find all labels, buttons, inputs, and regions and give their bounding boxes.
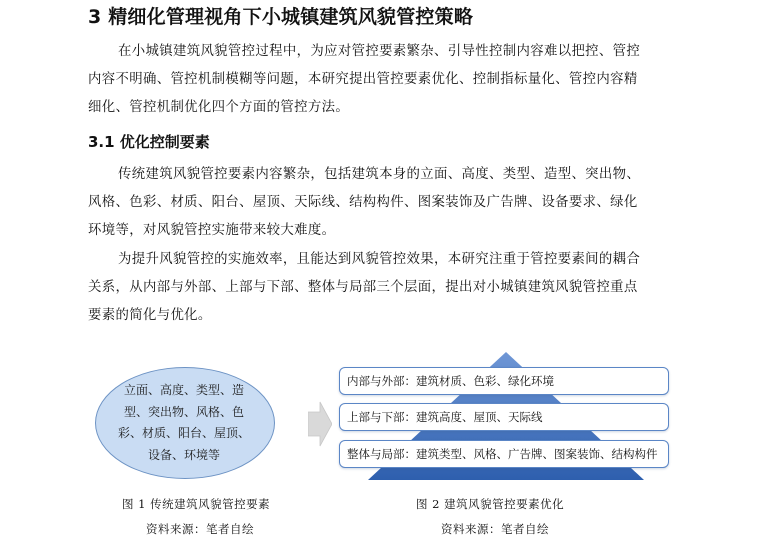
layer-bar-inner-outer — [339, 367, 669, 395]
para2-line-3: 要素的简化与优化。 — [88, 308, 212, 323]
figure1-caption: 图 1 传统建筑风貌管控要素 — [122, 497, 271, 511]
figure1-line: 立面、高度、类型、造 — [123, 383, 244, 397]
intro-line-3: 细化、管控机制优化四个方面的管控方法。 — [88, 100, 350, 115]
figure2-source: 资料来源：笔者自绘 — [441, 522, 549, 536]
section-heading: 3 精细化管理视角下小城镇建筑风貌管控策略 — [88, 6, 474, 28]
layer-label: 整体与局部：建筑类型、风格、广告牌、图案装饰、结构构件 — [347, 447, 658, 461]
layer-bar-upper-lower — [339, 403, 669, 431]
figure1-line: 彩、材质、阳台、屋顶、 — [118, 426, 251, 440]
para2-line-2: 关系，从内部与外部、上部与下部、整体与局部三个层面，提出对小城镇建筑风貌管控重点 — [88, 280, 638, 295]
figure1-source: 资料来源：笔者自绘 — [146, 522, 254, 536]
para1-line-1: 传统建筑风貌管控要素内容繁杂，包括建筑本身的立面、高度、类型、造型、突出物、 — [118, 167, 641, 182]
layer-label: 内部与外部：建筑材质、色彩、绿化环境 — [347, 374, 554, 388]
figure2-caption: 图 2 建筑风貌管控要素优化 — [416, 497, 565, 511]
figure1-line: 型、突出物、风格、色 — [123, 404, 244, 419]
layer-label: 上部与下部：建筑高度、屋顶、天际线 — [347, 410, 543, 424]
intro-line-2: 内容不明确、管控机制模糊等问题，本研究提出管控要素优化、控制指标量化、管控内容精 — [88, 72, 638, 87]
para2-line-1: 为提升风貌管控的实施效率，且能达到风貌管控效果，本研究注重于管控要素间的耦合 — [118, 252, 641, 267]
figure1-line: 设备、环境等 — [147, 447, 220, 462]
subsection-title: 3.1 优化控制要素 — [88, 133, 210, 151]
para1-line-3: 环境等，对风貌管控实施带来较大难度。 — [88, 223, 336, 238]
figure1-text — [118, 380, 250, 466]
layer-bar-whole-part — [339, 440, 669, 468]
para1-line-2: 风格、色彩、材质、阳台、屋顶、天际线、结构构件、图案装饰及广告牌、设备要求、绿化 — [88, 195, 638, 210]
intro-line-1: 在小城镇建筑风貌管控过程中，为应对管控要素繁杂、引导性控制内容难以把控、管控 — [118, 44, 641, 59]
right-arrow-icon — [308, 400, 332, 448]
